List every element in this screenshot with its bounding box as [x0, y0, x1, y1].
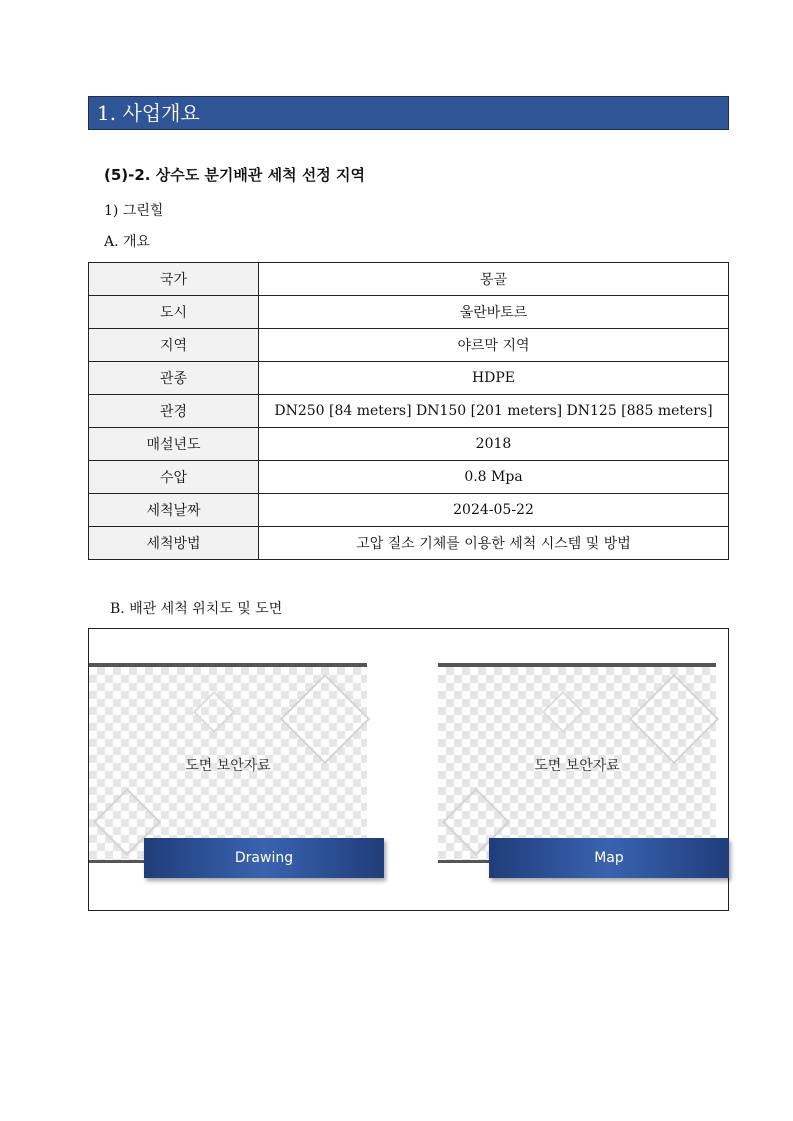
row-value: 야르막 지역 [259, 329, 729, 362]
overview-table [88, 262, 729, 560]
row-value: 0.8 Mpa [259, 461, 729, 494]
decor-shape [629, 674, 720, 765]
row-value: HDPE [259, 362, 729, 395]
row-value: 울란바토르 [259, 296, 729, 329]
subtitle: (5)-2. 상수도 분기배관 세척 선정 지역 [104, 166, 365, 184]
row-key: 수압 [89, 461, 259, 494]
row-key: 지역 [89, 329, 259, 362]
section-header [88, 96, 729, 130]
decor-shape [542, 691, 584, 733]
row-value: 2024-05-22 [259, 494, 729, 527]
row-value: 몽골 [259, 263, 729, 296]
drawing-panel [89, 663, 367, 863]
decor-shape [280, 674, 371, 765]
table-row [89, 395, 729, 428]
decor-shape [193, 691, 235, 733]
item-b-heading: B. 배관 세척 위치도 및 도면 [110, 601, 283, 617]
row-key: 세척방법 [89, 527, 259, 560]
item-a-heading: A. 개요 [104, 234, 151, 250]
drawing-map-box [88, 628, 729, 911]
map-placeholder-text: 도면 보안자료 [534, 758, 620, 774]
row-key: 매설년도 [89, 428, 259, 461]
drawing-placeholder-text: 도면 보안자료 [185, 758, 271, 774]
item-1-heading: 1) 그린힐 [104, 203, 164, 219]
row-key: 세척날짜 [89, 494, 259, 527]
row-key: 관종 [89, 362, 259, 395]
map-label: Map [489, 838, 729, 878]
drawing-label: Drawing [144, 838, 384, 878]
row-value: DN250 [84 meters] DN150 [201 meters] DN125 [885 meters] [259, 395, 729, 428]
table-row [89, 428, 729, 461]
row-key: 관경 [89, 395, 259, 428]
map-panel [438, 663, 716, 863]
table-row [89, 296, 729, 329]
row-key: 국가 [89, 263, 259, 296]
section-title: 1. 사업개요 [97, 101, 200, 125]
row-value: 2018 [259, 428, 729, 461]
table-row [89, 329, 729, 362]
row-key: 도시 [89, 296, 259, 329]
table-row [89, 362, 729, 395]
row-value: 고압 질소 기체를 이용한 세척 시스템 및 방법 [259, 527, 729, 560]
table-row [89, 527, 729, 560]
table-row [89, 494, 729, 527]
table-row [89, 461, 729, 494]
table-row [89, 263, 729, 296]
